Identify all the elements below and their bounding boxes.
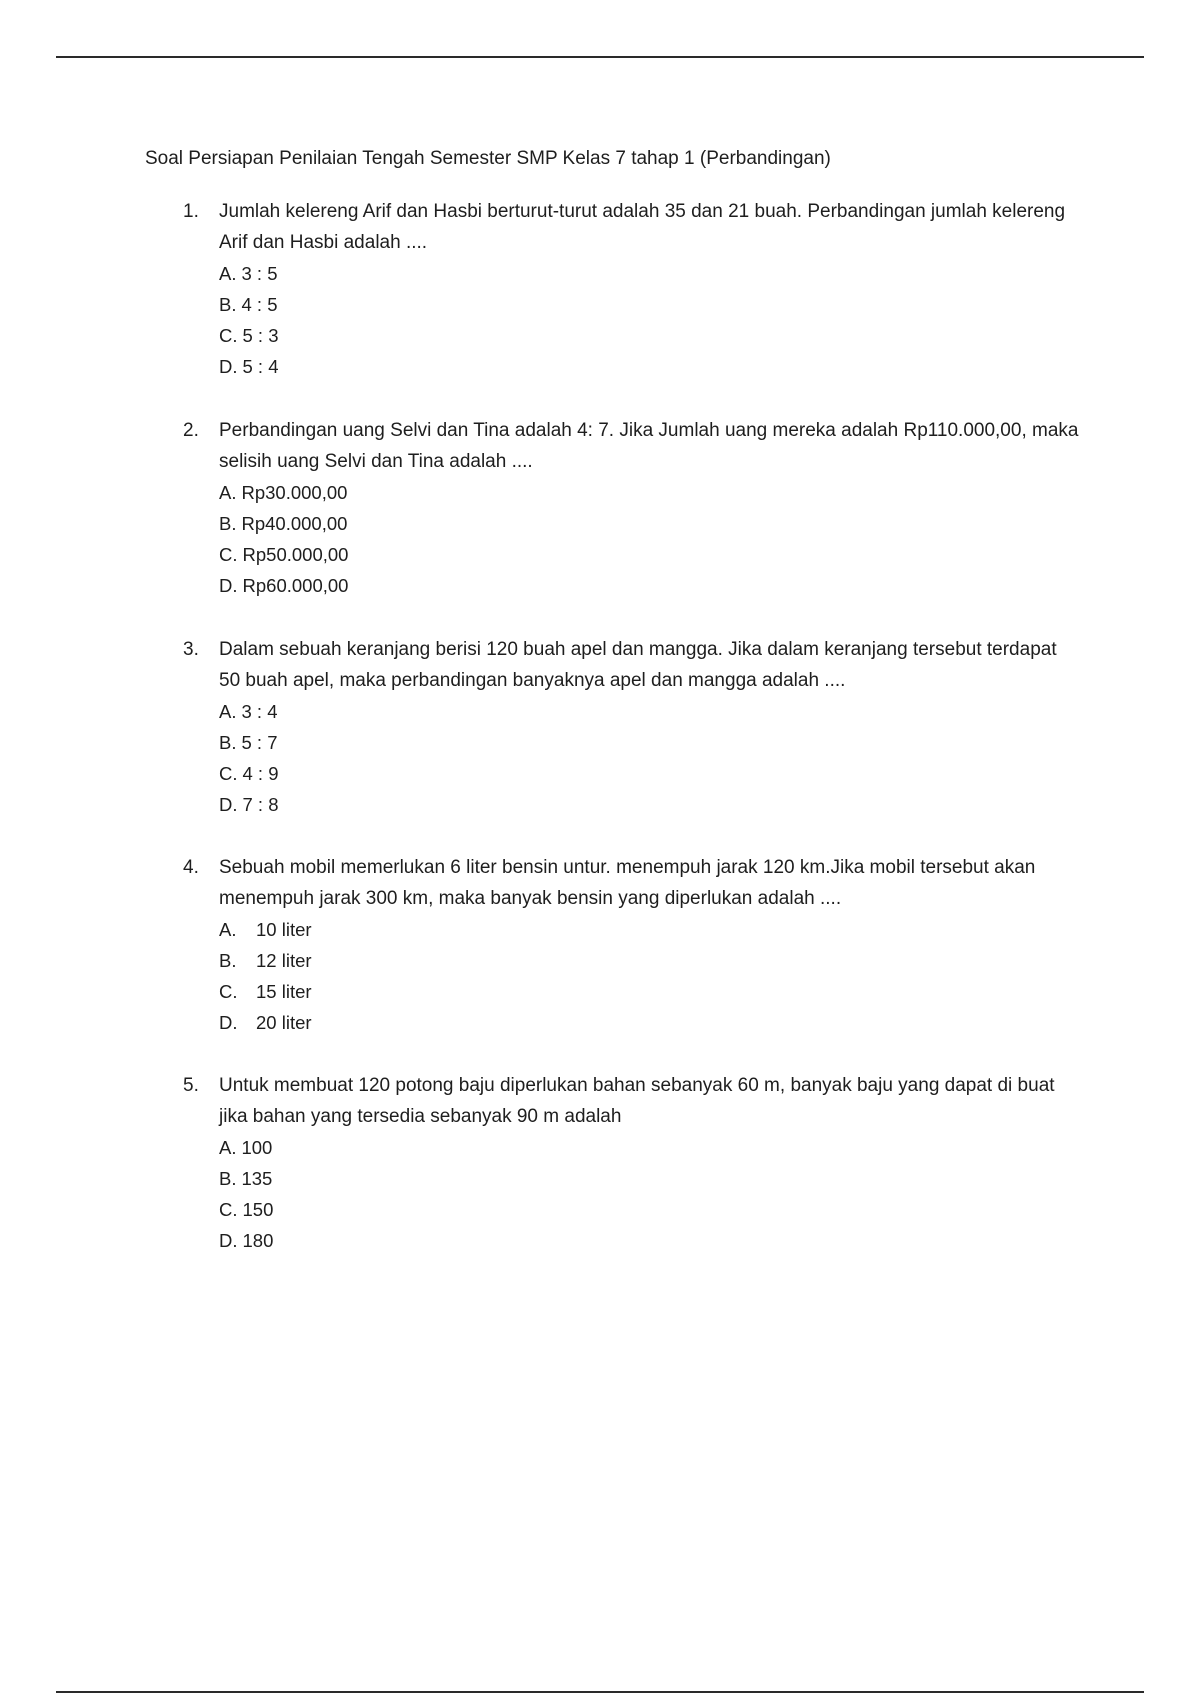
option-letter: B. [219, 732, 237, 753]
option-text: 135 [241, 1168, 273, 1189]
option-c [219, 758, 279, 789]
option-text: 100 [241, 1137, 273, 1158]
option-b [219, 508, 348, 539]
answer-options [219, 1132, 273, 1256]
option-a [219, 696, 279, 727]
option-letter: B. [219, 950, 237, 971]
option-text: 3 : 5 [241, 263, 278, 284]
option-a [219, 477, 348, 508]
option-a [219, 914, 312, 945]
option-letter: A. [219, 1137, 237, 1158]
option-text: Rp50.000,00 [242, 544, 349, 565]
option-letter: C. [219, 544, 238, 565]
answer-options [219, 258, 279, 382]
option-letter: B. [219, 513, 237, 534]
question-number: 4. [183, 857, 199, 878]
option-letter: C. [219, 325, 238, 346]
option-letter: D. [219, 794, 238, 815]
option-c [219, 976, 312, 1007]
option-d [219, 570, 348, 601]
question-text: Sebuah mobil memerlukan 6 liter bensin untur. menempuh jarak 120 km.Jika mobil tersebut akan menempuh jarak 300 km, maka banyak bensin yang diperlukan adalah .... [219, 857, 1036, 909]
option-letter: C. [219, 763, 238, 784]
option-a [219, 258, 279, 289]
option-b [219, 1163, 273, 1194]
option-letter: C. [219, 1199, 238, 1220]
option-text: 5 : 4 [242, 356, 279, 377]
option-d [219, 1225, 273, 1256]
option-d [219, 789, 279, 820]
option-text: 12 liter [256, 950, 312, 971]
option-text: 10 liter [256, 919, 312, 940]
bottom-rule [56, 1691, 1144, 1693]
option-letter: B. [219, 294, 237, 315]
option-b [219, 289, 279, 320]
option-text: 180 [242, 1230, 274, 1251]
option-c [219, 320, 279, 351]
option-text: 5 : 7 [241, 732, 278, 753]
option-letter: B. [219, 1168, 237, 1189]
option-b [219, 945, 312, 976]
question-number: 2. [183, 420, 199, 441]
top-rule [56, 56, 1144, 58]
page-title: Soal Persiapan Penilaian Tengah Semester SMP Kelas 7 tahap 1 (Perbandingan) [145, 148, 831, 169]
option-text: 150 [242, 1199, 274, 1220]
option-text: 4 : 9 [242, 763, 279, 784]
option-text: 4 : 5 [241, 294, 278, 315]
option-letter: D. [219, 575, 238, 596]
option-letter: D. [219, 356, 238, 377]
option-letter: C. [219, 981, 238, 1002]
option-text: Rp30.000,00 [241, 482, 348, 503]
option-letter: A. [219, 701, 237, 722]
option-b [219, 727, 279, 758]
option-c [219, 539, 348, 570]
option-text: 20 liter [256, 1012, 312, 1033]
option-text: 5 : 3 [242, 325, 279, 346]
question-number: 3. [183, 639, 199, 660]
option-letter: D. [219, 1230, 238, 1251]
option-letter: D. [219, 1012, 238, 1033]
option-c [219, 1194, 273, 1225]
option-text: Rp40.000,00 [241, 513, 348, 534]
option-letter: A. [219, 482, 237, 503]
question-text: Dalam sebuah keranjang berisi 120 buah apel dan mangga. Jika dalam keranjang tersebut terdapat 50 buah apel, maka perbandingan banyaknya apel dan mangga adalah .... [219, 639, 1057, 691]
option-letter: A. [219, 919, 237, 940]
option-d [219, 351, 279, 382]
question-text: Perbandingan uang Selvi dan Tina adalah 4: 7. Jika Jumlah uang mereka adalah Rp110.000,00, maka selisih uang Selvi dan Tina adalah .... [219, 420, 1079, 472]
answer-options [219, 477, 348, 601]
question-number: 5. [183, 1075, 199, 1096]
option-text: 7 : 8 [242, 794, 279, 815]
question-text: Untuk membuat 120 potong baju diperlukan bahan sebanyak 60 m, banyak baju yang dapat di buat jika bahan yang tersedia sebanyak 90 m adalah [219, 1075, 1055, 1127]
option-text: 15 liter [256, 981, 312, 1002]
question-text: Jumlah kelereng Arif dan Hasbi berturut-turut adalah 35 dan 21 buah. Perbandingan jumlah kelereng Arif dan Hasbi adalah .... [219, 201, 1066, 253]
option-text: Rp60.000,00 [242, 575, 349, 596]
question-number: 1. [183, 201, 199, 222]
option-text: 3 : 4 [241, 701, 278, 722]
option-d [219, 1007, 312, 1038]
option-a [219, 1132, 273, 1163]
answer-options [219, 696, 279, 820]
option-letter: A. [219, 263, 237, 284]
answer-options [219, 914, 312, 1038]
